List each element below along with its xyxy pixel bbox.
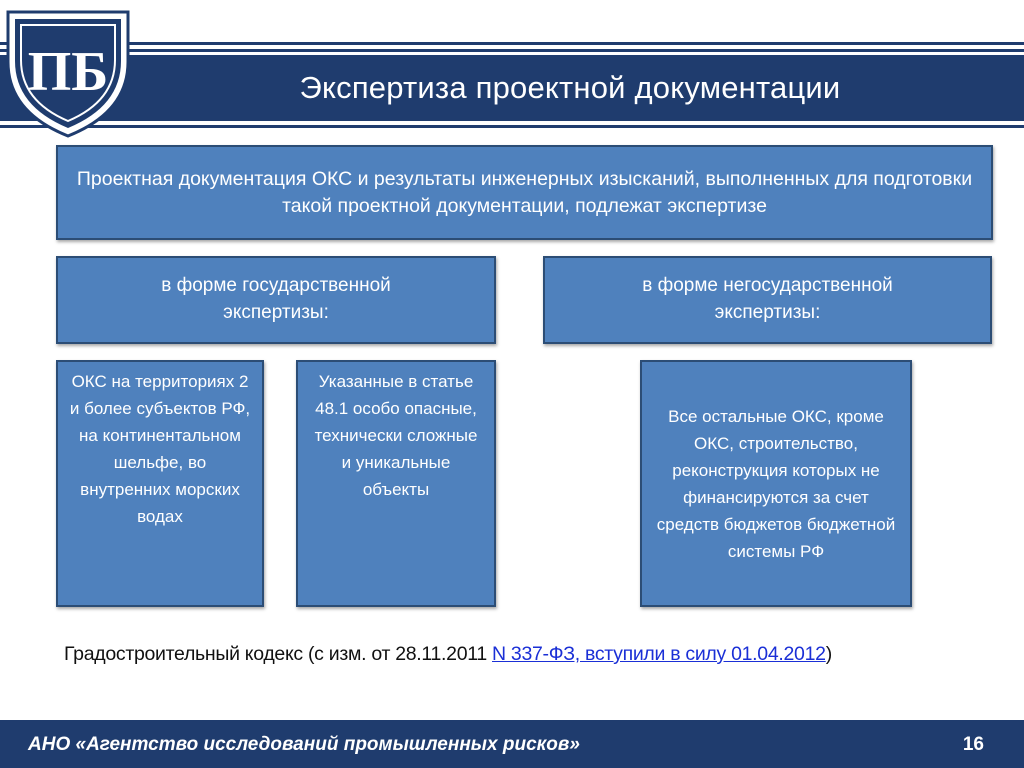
page-number: 16	[962, 734, 984, 755]
title-band-line-top-2	[0, 49, 1024, 52]
state-expertise-box	[56, 256, 496, 344]
nonstate-expertise-box	[543, 256, 992, 344]
title-band-line-top-1	[0, 42, 1024, 45]
nonstate-expertise-label: в форме негосударственной экспертизы:	[642, 275, 893, 323]
nonstate-item-text: Все остальные ОКС, кроме ОКС, строительство, реконструкция которых не финансируются за счет средств бюджетов бюджетной системы РФ	[656, 406, 896, 561]
state-expertise-label: в форме государственной экспертизы:	[161, 275, 391, 323]
footer-bar	[0, 720, 1024, 768]
intro-text: Проектная документация ОКС и результаты инженерных изысканий, выполненных для подготовки такой проектной документации, подлежат экспертизе	[76, 167, 973, 217]
legal-reference-prefix: Градостроительный кодекс (с изм. от 28.11.2011	[64, 643, 493, 665]
logo-text: ПБ	[27, 41, 109, 103]
state-item-box-2	[296, 360, 496, 607]
intro-box	[56, 145, 993, 240]
footer-organization: АНО «Агентство исследований промышленных рисков»	[28, 734, 580, 755]
state-item-text-2: Указанные в статье 48.1 особо опасные, технически сложные и уникальные объекты	[314, 372, 478, 499]
nonstate-item-box	[640, 360, 912, 607]
title-band-line-bottom	[0, 125, 1024, 128]
pb-shield-logo	[0, 0, 135, 138]
state-item-box-1	[56, 360, 264, 607]
state-item-text-1: ОКС на территориях 2 и более субъектов РФ, на континентальном шельфе, во внутренних морских водах	[69, 372, 251, 526]
legal-reference	[64, 643, 832, 666]
slide-title: Экспертиза проектной документации	[299, 70, 841, 105]
legal-reference-suffix: )	[825, 643, 832, 665]
legal-reference-link[interactable]: N 337-ФЗ, вступили в силу 01.04.2012	[492, 643, 826, 665]
